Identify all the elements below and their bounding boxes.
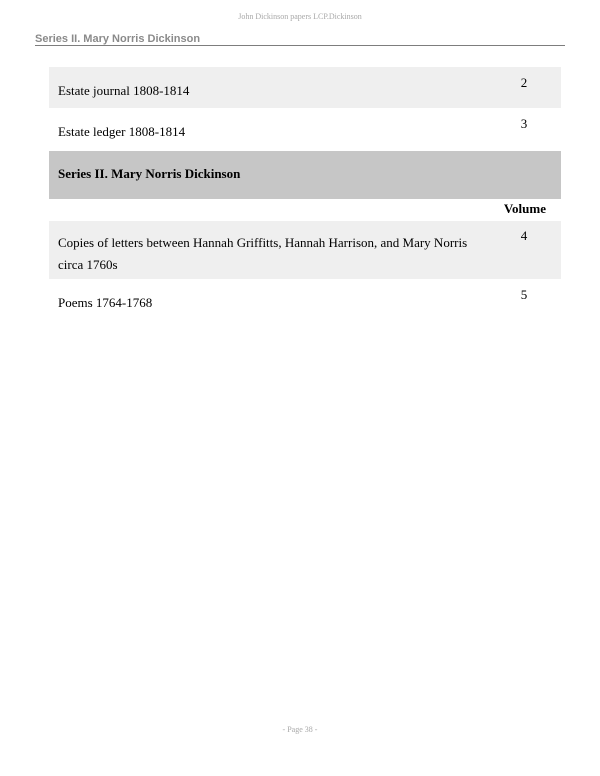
row-title: Estate journal 1808-1814 (58, 83, 190, 98)
row-volume: 5 (520, 287, 528, 302)
series-title: Series II. Mary Norris Dickinson (58, 166, 241, 181)
row-title: Copies of letters between Hannah Griffitts, Hannah Harrison, and Mary Norris circa 1760s (58, 235, 468, 272)
list-row (49, 221, 561, 279)
running-header: John Dickinson papers LCP.Dickinson (238, 12, 362, 21)
container-list (49, 67, 561, 319)
list-row (49, 67, 561, 108)
row-volume: 2 (520, 75, 528, 90)
section-header (35, 29, 565, 46)
volume-column-header: Volume (503, 201, 546, 216)
column-header-row (49, 199, 561, 221)
section-header-title: Series II. Mary Norris Dickinson (35, 33, 201, 45)
list-row (49, 108, 561, 151)
row-title: Estate ledger 1808-1814 (58, 124, 186, 139)
page-number-footer: - Page 38 - (282, 725, 318, 734)
series-heading-row (49, 151, 561, 199)
row-title: Poems 1764-1768 (58, 295, 153, 310)
list-row (49, 279, 561, 319)
row-volume: 3 (520, 116, 528, 131)
row-volume: 4 (520, 228, 528, 243)
